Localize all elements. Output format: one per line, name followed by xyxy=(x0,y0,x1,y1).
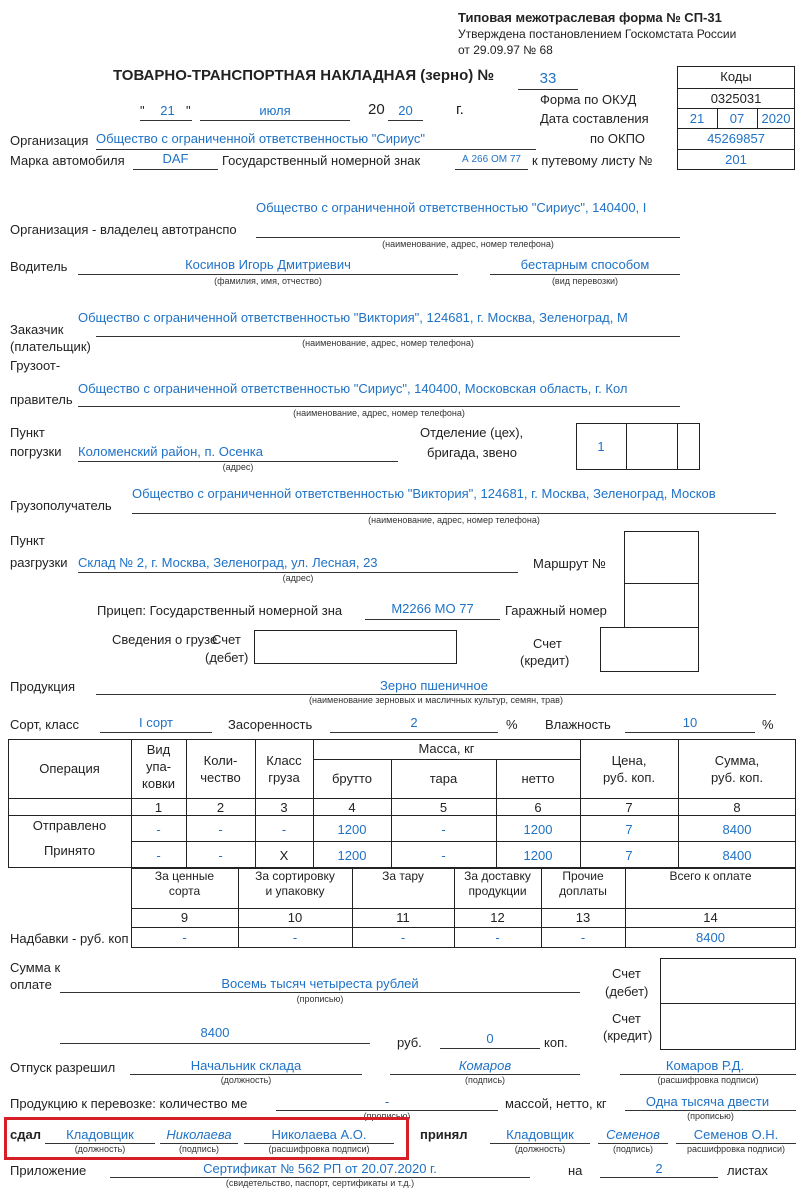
day-underline xyxy=(140,120,192,121)
col-tare: тара xyxy=(429,771,458,786)
payment-kop-label: коп. xyxy=(544,1035,568,1050)
surcharge-num-13: 13 xyxy=(575,910,591,925)
consignee-underline xyxy=(132,513,776,514)
surcharge-header-sep xyxy=(131,908,796,909)
customer-value: Общество с ограниченной ответственностью "Виктория", 124681, г. Москва, Зеленоград, М xyxy=(78,310,628,325)
driver-label: Водитель xyxy=(10,259,68,274)
payment-kop-value: 0 xyxy=(486,1031,494,1046)
surcharge-num-9: 9 xyxy=(180,910,189,925)
col-num-6: 6 xyxy=(534,800,542,815)
grade-label: Сорт, класс xyxy=(10,717,79,732)
brand-value: DAF xyxy=(162,151,189,166)
surcharge-nums-sep xyxy=(131,927,796,928)
transport-mass-label: массой, нетто, кг xyxy=(505,1096,607,1111)
surcharge-col-valuable xyxy=(131,869,238,899)
surcharge-val-10: - xyxy=(292,930,298,945)
surcharge-col-delivery xyxy=(454,869,541,899)
release-signature-caption: (подпись) xyxy=(464,1075,506,1085)
col-qty-l1: Коли- xyxy=(203,753,238,768)
payment-words-underline xyxy=(60,992,580,993)
date-year: 20 xyxy=(398,103,413,118)
took-name-caption: расшифровка подписи) xyxy=(687,1144,785,1154)
cargo-credit-box xyxy=(600,627,699,672)
surcharge-col-total: Всего к оплате xyxy=(669,869,752,883)
cargo-credit-label-2: (кредит) xyxy=(520,653,570,668)
row-received-class: Х xyxy=(279,848,289,863)
year-underline xyxy=(388,120,423,121)
surcharge-col-valuable-l1: За ценные xyxy=(154,869,215,883)
goods-table-nums-sep xyxy=(8,815,796,816)
date-day: 21 xyxy=(160,103,175,118)
cargo-credit-label: Счет xyxy=(533,636,562,651)
owner-caption: (наименование, адрес, номер телефона) xyxy=(382,239,554,249)
surcharge-col-sort-l1: За сортировку xyxy=(255,869,335,883)
payment-label: Сумма к xyxy=(10,960,61,975)
gave-signature-caption: (подпись) xyxy=(178,1144,220,1154)
trailer-value: М2266 МО 77 xyxy=(391,601,474,616)
waybill-value: 201 xyxy=(725,152,747,167)
okpo-label: по ОКПО xyxy=(590,131,646,146)
row-received-net: 1200 xyxy=(523,848,553,863)
surcharge-col-sort xyxy=(238,869,352,899)
brand-label: Марка автомобиля xyxy=(10,153,125,168)
loading-value: Коломенский район, п. Осенка xyxy=(78,444,263,459)
col-operation: Операция xyxy=(39,761,100,776)
org-underline xyxy=(96,149,536,150)
transport-type-underline xyxy=(490,274,680,275)
row-sent-sum: 8400 xyxy=(722,822,752,837)
cargo-debit-label: Счет xyxy=(212,632,241,647)
surcharge-col-other xyxy=(541,869,625,899)
driver-caption: (фамилия, имя, отчество) xyxy=(214,276,322,286)
customer-underline xyxy=(96,336,680,337)
plate-value: А 266 ОМ 77 xyxy=(462,154,521,165)
cargo-label: Сведения о грузе xyxy=(112,632,218,647)
weed-label: Засоренность xyxy=(228,717,313,732)
cargo-debit-label-2: (дебет) xyxy=(205,650,249,665)
col-num-4: 4 xyxy=(348,800,356,815)
row-sent-label: Отправлено xyxy=(32,818,107,833)
surcharge-num-10: 10 xyxy=(287,910,303,925)
dept-box-sep-1 xyxy=(626,423,627,470)
weed-underline xyxy=(330,732,498,733)
transport-qty-caption: (прописью) xyxy=(363,1111,411,1121)
payment-debit-label: Счет xyxy=(612,966,641,981)
surcharge-col-valuable-l2: сорта xyxy=(168,884,201,898)
month-underline xyxy=(200,120,350,121)
surcharge-col-other-l1: Прочие xyxy=(562,869,604,883)
shipper-label-2: правитель xyxy=(10,392,73,407)
surcharge-num-14: 14 xyxy=(703,910,718,925)
goods-table-row-sep xyxy=(131,841,796,842)
surcharge-val-12: - xyxy=(495,930,500,945)
col-class xyxy=(255,752,313,786)
codes-date-day: 21 xyxy=(689,111,705,126)
garage-box xyxy=(624,583,699,628)
payment-debit-label-2: (дебет) xyxy=(605,984,649,999)
weed-unit: % xyxy=(506,717,518,732)
loading-caption: (адрес) xyxy=(222,462,254,472)
payment-rub-label: руб. xyxy=(397,1035,422,1050)
took-position-caption: (должность) xyxy=(514,1144,566,1154)
product-label: Продукция xyxy=(10,679,76,694)
grade-value: I сорт xyxy=(139,715,173,730)
consignee-caption: (наименование, адрес, номер телефона) xyxy=(368,515,540,525)
col-num-2: 2 xyxy=(216,800,225,815)
transport-type-value: бестарным способом xyxy=(520,257,650,272)
col-pack-l3: ковки xyxy=(142,776,175,791)
garage-label: Гаражный номер xyxy=(505,603,607,618)
loading-label: Пункт xyxy=(10,425,45,440)
form-type: Типовая межотраслевая форма № СП-31 xyxy=(458,10,722,25)
surcharge-col-other-l2: доплаты xyxy=(559,884,607,898)
payment-credit-label-2: (кредит) xyxy=(603,1028,653,1043)
codes-date-month: 07 xyxy=(729,111,745,126)
codes-date-year: 2020 xyxy=(761,111,791,126)
okud-value: 0325031 xyxy=(710,91,762,106)
payment-credit-label: Счет xyxy=(612,1011,641,1026)
number-underline xyxy=(518,89,578,90)
col-num-5: 5 xyxy=(439,800,448,815)
col-qty xyxy=(186,752,255,786)
surcharge-val-14: 8400 xyxy=(696,930,725,945)
customer-caption: (наименование, адрес, номер телефона) xyxy=(302,338,474,348)
shipper-caption: (наименование, адрес, номер телефона) xyxy=(293,408,465,418)
loading-label-2: погрузки xyxy=(10,444,62,459)
took-signature: Семенов xyxy=(606,1127,660,1142)
payment-words-caption: (прописью) xyxy=(296,994,344,1004)
unloading-value: Склад № 2, г. Москва, Зеленоград, ул. Лесная, 23 xyxy=(78,555,378,570)
col-mass: Масса, кг xyxy=(418,741,475,756)
customer-label: Заказчик xyxy=(10,322,64,337)
col-num-7: 7 xyxy=(625,800,633,815)
col-num-3: 3 xyxy=(280,800,288,815)
row-sent-pack: - xyxy=(156,822,161,837)
year-suffix: г. xyxy=(456,101,464,118)
date-label: Дата составления xyxy=(540,111,649,126)
payment-rub-value: 8400 xyxy=(200,1025,230,1040)
col-class-l1: Класс xyxy=(266,753,302,768)
okpo-value: 45269857 xyxy=(707,131,765,146)
col-net: нетто xyxy=(521,771,555,786)
row-received-qty: - xyxy=(218,848,223,863)
col-sum-l2: руб. коп. xyxy=(710,770,764,785)
payment-rub-underline xyxy=(60,1043,370,1044)
unloading-label-2: разгрузки xyxy=(10,555,68,570)
document-number: 33 xyxy=(539,70,557,87)
unloading-caption: (адрес) xyxy=(282,573,314,583)
moist-unit: % xyxy=(762,717,774,732)
customer-label-payer: (плательщик) xyxy=(10,339,91,354)
weed-value: 2 xyxy=(410,715,418,730)
row-sent-tare: - xyxy=(441,822,446,837)
took-label: принял xyxy=(420,1127,468,1142)
attachment-value: Сертификат № 562 РП от 20.07.2020 г. xyxy=(203,1161,437,1176)
col-num-8: 8 xyxy=(733,800,741,815)
route-label: Маршрут № xyxy=(533,556,606,571)
date-month: июля xyxy=(259,103,291,118)
row-received-price: 7 xyxy=(625,848,633,863)
attachment-sheets-label: листах xyxy=(727,1163,768,1178)
row-received-tare: - xyxy=(441,848,446,863)
row-received-pack: - xyxy=(156,848,161,863)
gave-name-caption: (расшифровка подписи) xyxy=(268,1144,370,1154)
date-quote-close: " xyxy=(186,103,191,118)
document-title: ТОВАРНО-ТРАНСПОРТНАЯ НАКЛАДНАЯ (зерно) № xyxy=(113,67,495,84)
col-gross: брутто xyxy=(331,771,373,786)
goods-table-header-sep xyxy=(8,798,796,799)
brand-underline xyxy=(133,169,218,170)
col-price xyxy=(580,752,678,786)
approval-line-2: от 29.09.97 № 68 xyxy=(458,43,553,57)
approval-line-1: Утверждена постановлением Госкомстата России xyxy=(458,27,737,41)
owner-underline xyxy=(256,237,680,238)
row-sent-class: - xyxy=(281,822,287,837)
release-signature: Комаров xyxy=(458,1058,512,1073)
plate-label: Государственный номерной знак xyxy=(222,153,421,168)
codes-divider-4 xyxy=(677,149,795,150)
dept-label: Отделение (цех), xyxy=(420,425,524,440)
surcharge-row-label: Надбавки - руб. коп xyxy=(10,931,129,946)
year-prefix: 20 xyxy=(368,101,385,118)
col-pack-l1: Вид xyxy=(146,742,171,757)
plate-underline xyxy=(455,169,528,170)
shipper-value: Общество с ограниченной ответственностью "Сириус", 140400, Московская область, г. Кол xyxy=(78,381,628,396)
codes-divider-2 xyxy=(677,108,795,109)
release-position-caption: (должность) xyxy=(220,1075,272,1085)
consignee-value: Общество с ограниченной ответственностью "Виктория", 124681, г. Москва, Зеленоград, Москов xyxy=(132,486,716,501)
codes-heading: Коды xyxy=(720,69,752,84)
transport-mass-value: Одна тысяча двести xyxy=(645,1094,770,1109)
release-name: Комаров Р.Д. xyxy=(665,1058,745,1073)
col-qty-l2: чество xyxy=(200,770,241,785)
date-quote-open: " xyxy=(140,103,145,118)
row-received-gross: 1200 xyxy=(337,848,367,863)
transport-mass-caption: (прописью) xyxy=(687,1111,734,1121)
org-value: Общество с ограниченной ответственностью "Сириус" xyxy=(96,131,425,146)
unloading-label: Пункт xyxy=(10,533,45,548)
org-label: Организация xyxy=(10,133,89,148)
driver-value: Косинов Игорь Дмитриевич xyxy=(185,257,351,272)
goods-table-mass-sep xyxy=(313,759,580,760)
surcharge-val-13: - xyxy=(580,930,586,945)
surcharge-num-11: 11 xyxy=(396,910,410,925)
shipper-label: Грузоот- xyxy=(10,358,61,373)
row-sent-gross: 1200 xyxy=(337,822,367,837)
release-name-caption: (расшифровка подписи) xyxy=(657,1075,759,1085)
consignee-label: Грузополучатель xyxy=(10,498,112,513)
waybill-label: к путевому листу № xyxy=(532,153,653,168)
col-pack-l2: упа- xyxy=(145,759,172,774)
gave-position-caption: (должность) xyxy=(74,1144,126,1154)
took-name: Семенов О.Н. xyxy=(693,1127,779,1142)
row-sent-net: 1200 xyxy=(523,822,553,837)
col-class-l2: груза xyxy=(268,770,300,785)
owner-label: Организация - владелец автотранспо xyxy=(10,222,237,237)
dept-value: 1 xyxy=(597,439,605,454)
payment-words: Восемь тысяч четыреста рублей xyxy=(221,976,419,991)
owner-value: Общество с ограниченной ответственностью "Сириус", 140400, I xyxy=(256,200,647,215)
row-sent-qty: - xyxy=(218,822,223,837)
payment-accounts-box xyxy=(660,958,796,1050)
cargo-debit-box xyxy=(254,630,457,664)
col-sum-l1: Сумма, xyxy=(714,753,760,768)
surcharge-val-9: - xyxy=(182,930,187,945)
surcharge-col-sort-l2: и упаковку xyxy=(265,884,325,898)
payment-label-2: оплате xyxy=(10,977,52,992)
codes-divider-1 xyxy=(677,88,795,89)
route-box xyxy=(624,531,699,584)
product-value: Зерно пшеничное xyxy=(380,678,488,693)
surcharge-col-delivery-l2: продукции xyxy=(468,884,527,898)
gave-label: сдал xyxy=(10,1127,41,1142)
moist-underline xyxy=(625,732,755,733)
trailer-underline xyxy=(365,619,500,620)
payment-kop-underline xyxy=(440,1048,540,1049)
col-pack xyxy=(131,741,186,792)
trailer-label: Прицеп: Государственный номерной зна xyxy=(97,603,343,618)
surcharge-val-11: - xyxy=(400,930,406,945)
transport-type-caption: (вид перевозки) xyxy=(551,276,619,286)
surcharge-col-tare: За тару xyxy=(382,869,424,883)
attachment-caption: (свидетельство, паспорт, сертификаты и т.д.) xyxy=(225,1178,415,1188)
col-num-1: 1 xyxy=(154,800,163,815)
row-received-label: Принято xyxy=(43,843,96,858)
attachment-sheets-value: 2 xyxy=(655,1161,663,1176)
grade-underline xyxy=(100,732,212,733)
row-sent-price: 7 xyxy=(625,822,633,837)
attachment-sheets-underline xyxy=(600,1177,718,1178)
col-price-l2: руб. коп. xyxy=(602,770,656,785)
row-received-sum: 8400 xyxy=(722,848,752,863)
gave-signature: Николаева xyxy=(166,1127,232,1142)
transport-label: Продукцию к перевозке: количество ме xyxy=(10,1096,248,1111)
gave-position: Кладовщик xyxy=(66,1127,134,1142)
dept-label-2: бригада, звено xyxy=(427,445,518,460)
payment-accounts-sep xyxy=(660,1003,796,1004)
took-position: Кладовщик xyxy=(506,1127,574,1142)
dept-box-sep-2 xyxy=(677,423,678,470)
col-sum xyxy=(678,752,796,786)
gave-name: Николаева А.О. xyxy=(271,1127,367,1142)
moist-label: Влажность xyxy=(545,717,611,732)
took-signature-caption: (подпись) xyxy=(612,1144,654,1154)
surcharge-num-12: 12 xyxy=(490,910,505,925)
attachment-on-label: на xyxy=(568,1163,583,1178)
codes-divider-3 xyxy=(677,128,795,129)
release-label: Отпуск разрешил xyxy=(10,1060,116,1075)
okud-label: Форма по ОКУД xyxy=(540,92,637,107)
surcharge-col-delivery-l1: За доставку xyxy=(464,869,531,883)
shipper-underline xyxy=(78,406,680,407)
col-price-l1: Цена, xyxy=(611,753,647,768)
transport-qty-value: - xyxy=(384,1094,390,1109)
attachment-label: Приложение xyxy=(10,1163,87,1178)
product-caption: (наименование зерновых и масличных культур, семян, трав) xyxy=(309,695,563,705)
release-position: Начальник склада xyxy=(190,1058,302,1073)
driver-underline xyxy=(78,274,458,275)
moist-value: 10 xyxy=(682,715,698,730)
